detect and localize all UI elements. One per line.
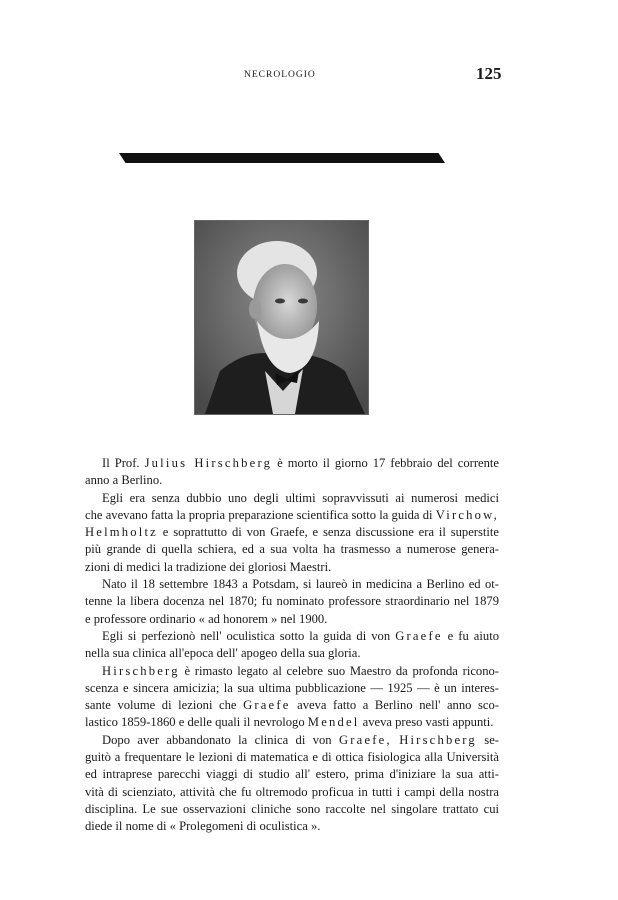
- spaced-name: Julius Hirschberg: [144, 456, 273, 470]
- article-line: [85, 611, 499, 628]
- text-run: scenza e sincera amicizia; la sua ultima pubblicazione — 1925 — è un interes-: [85, 680, 499, 695]
- article-line: [85, 818, 499, 835]
- article-line: [85, 524, 499, 541]
- article-line: [85, 766, 499, 783]
- text-run: nella sua clinica all'epoca dell' apogeo della sua gloria.: [85, 646, 361, 661]
- article-line: [85, 749, 499, 766]
- text-run: e soprattutto di von Graefe, e senza discussione era il superstite: [157, 525, 499, 540]
- text-run: e fu aiuto: [442, 628, 499, 643]
- text-run: Il Prof.: [102, 456, 145, 470]
- text-run: Dopo aver abbandonato la clinica di von: [102, 732, 339, 747]
- section-title: NECROLOGIO: [244, 70, 316, 80]
- spaced-name: Graefe,: [338, 732, 392, 747]
- text-run: vità di scienziato, attività che fu oltremodo proficua in tutti i campi della nostra: [85, 784, 499, 799]
- spaced-name: Hirschberg: [102, 663, 180, 678]
- text-run: e professore ordinario « ad honorem » nel 1900.: [85, 611, 328, 626]
- decorative-rule: [119, 153, 445, 163]
- text-run: disciplina. Le sue osservazioni cliniche sono raccolte nel singolare trattato cui: [85, 801, 499, 816]
- text-run: tenne la libera docenza nel 1870; fu nominato professore straordinario nel 1879: [85, 594, 499, 609]
- text-run: aveva preso vasti appunti.: [359, 715, 494, 730]
- text-run: è morto il giorno 17 febbraio del corrente: [272, 456, 500, 470]
- text-run: è rimasto legato al celebre suo Maestro da profonda ricono-: [179, 663, 499, 678]
- text-run: che avevano fatta la propria preparazione scientifica sotto la guida di: [85, 507, 436, 522]
- spaced-name: Graefe: [395, 628, 443, 643]
- spaced-name: Virchow,: [435, 507, 499, 522]
- text-run: se-: [476, 732, 499, 747]
- article-line: [85, 507, 499, 524]
- spaced-name: Hirschberg: [399, 732, 477, 747]
- text-run: diede il nome di « Prolegomeni di oculistica ».: [85, 819, 321, 834]
- article-body: [85, 455, 499, 836]
- article-line: [85, 541, 499, 558]
- text-run: Egli era senza dubbio uno degli ultimi sopravvissuti ai numerosi medici: [102, 490, 499, 505]
- text-run: sante volume di lezioni che: [85, 698, 244, 713]
- spaced-name: Graefe: [243, 698, 291, 713]
- article-line: [85, 697, 499, 714]
- article-line: [85, 628, 499, 645]
- article-line: [85, 559, 499, 576]
- article-line: [85, 714, 499, 731]
- article-line: [85, 801, 499, 818]
- text-run: più grande di quella schiera, ed a sua volta ha trasmesso a numerose genera-: [85, 542, 499, 557]
- portrait-photo-icon: [195, 221, 368, 414]
- text-run: aveva fatto a Berlino nell' anno sco-: [290, 698, 499, 713]
- article-line: [85, 576, 499, 593]
- article-line: [85, 593, 499, 610]
- page-number: 125: [476, 64, 502, 83]
- text-run: Nato il 18 settembre 1843 a Potsdam, si laureò in medicina a Berlino ed ot-: [102, 577, 499, 592]
- text-run: anno a Berlino.: [85, 473, 163, 488]
- portrait-photo: [194, 220, 369, 415]
- text-run: guitò a frequentare le lezioni di matematica e di ottica fisiologica alla Università: [85, 750, 499, 765]
- article-line: [85, 732, 499, 749]
- text-run: Egli si perfezionò nell' oculistica sotto la guida di von: [102, 628, 396, 643]
- article-line: [85, 663, 499, 680]
- spaced-name: Helmholtz: [85, 525, 158, 540]
- text-run: zioni di medici la tradizione dei gloriosi Maestri.: [85, 559, 332, 574]
- article-line: [85, 472, 499, 489]
- spaced-name: Mendel: [307, 715, 360, 730]
- article-line: [85, 645, 499, 662]
- article-line: [85, 680, 499, 697]
- article-line: [85, 455, 499, 472]
- article-line: [85, 784, 499, 801]
- text-run: ed intraprese parecchi viaggi di studio all' estero, prima d'iniziare la sua atti-: [85, 767, 499, 782]
- article-line: [85, 490, 499, 507]
- text-run: lastico 1859-1860 e delle quali il nevrologo: [85, 715, 308, 730]
